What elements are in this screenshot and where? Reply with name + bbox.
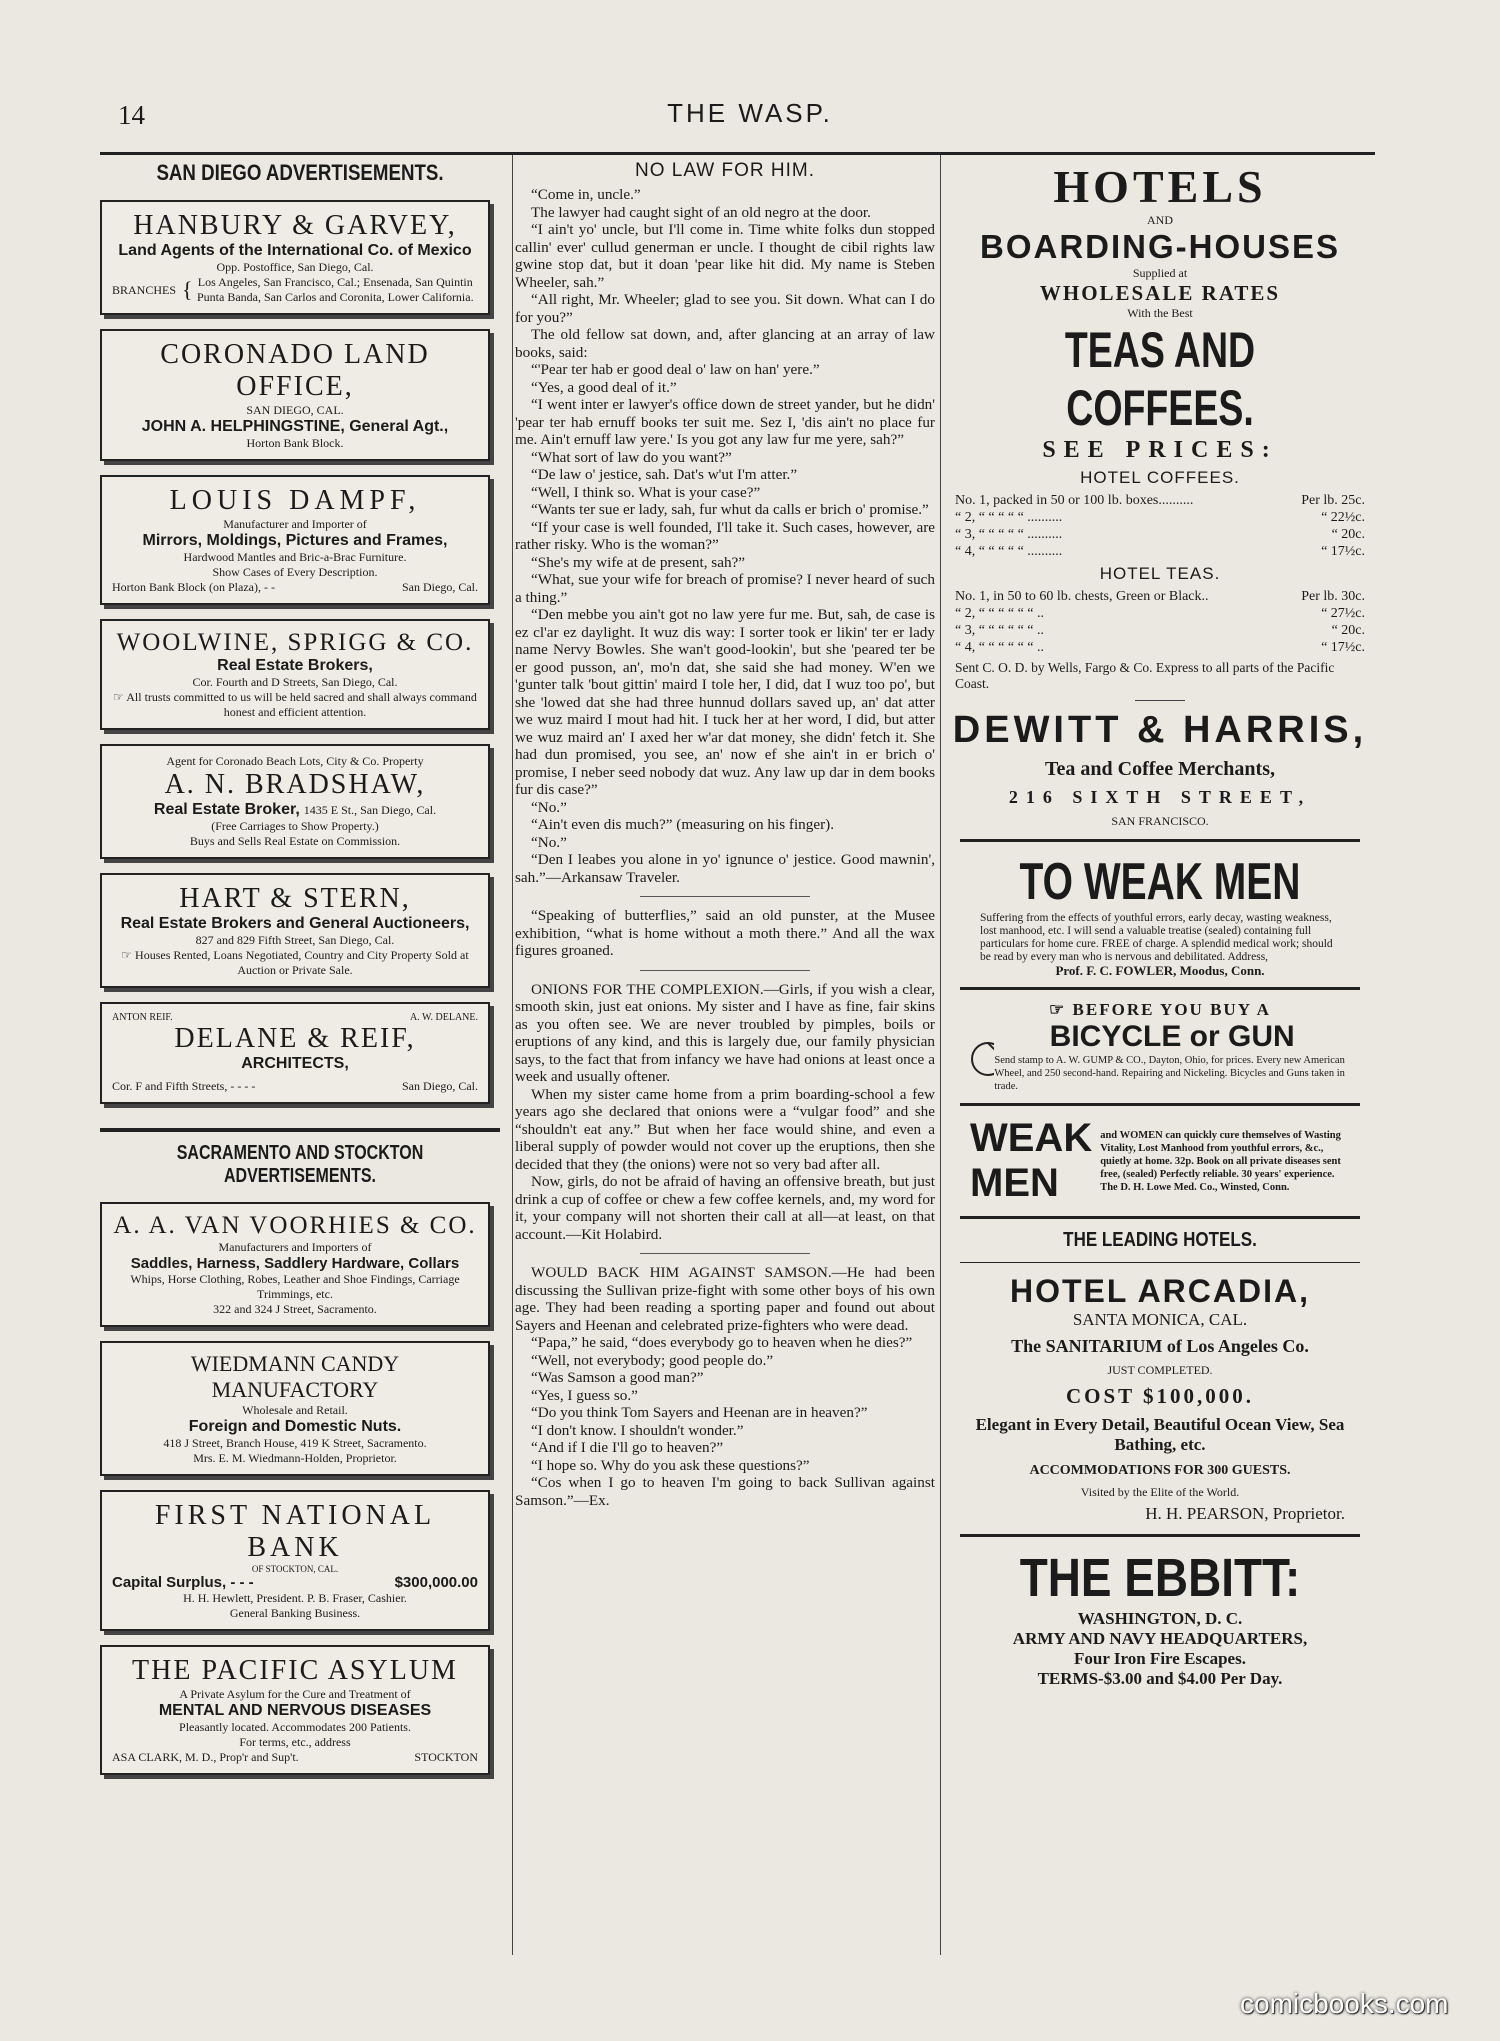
column-hotels: HOTELS AND BOARDING-HOUSES Supplied at WHOLESALE RATES With the Best TEAS AND COFFEES. SEE PRICES: HOTEL COFFEES. No. 1, packed in 50 or 100 lb. boxes.......... Per lb. 25c. “ 2, “ “ “ “ “ .......... “ 22½c. “ 3, “ “ “ “ “ .......... “ 20c. “ 4, “ “ “ “ “ .......... “ 17½c. HOTEL TEAS. No. 1, in 50 to 60 lb. chests, Green or Black.. Per lb. 30c. “ 2, “ “ “ “ “ “ .. “ 27½c. “ 3, “ “ “ “ “ “ .. “ 20c. “ 4, “ “ “ “ “ “ .. “ 17½c. Sent C. O. D. by Wells, Fargo & Co. Express to all parts of the Pacific Coast. DEWITT & HARRIS, Tea and Coffee Merchants, 216 SIXTH STREET, SAN FRANCISCO. TO WEAK MEN Suffering from the effects of youthful errors, early decay, wasting weakness, lost manhood, etc. I will send a valuable treatise (sealed) containing full particulars for home cure. FREE of charge. A splendid medical work; should be read by every man who is nervous and debilitated. Address, Prof. F. C. FOWLER, Moodus, Conn. ☞ BEFORE YOU BUY A BICYCLE or GUN Send stamp to A. W. GUMP & CO., Dayton, Ohio, for prices. Every new American Wheel, and 250 second-hand. Repairing and Nickeling. Bicycles and Guns taken in trade. WEAK MEN and WOMEN can quickly cure themselves of Wasting Vitality, Lost Manhood from youthful errors, &c., quietly at home. 32p. Book on all private diseases sent free, (sealed) Perfectly reliable. 30 years' experience. The D. H. Lowe Med. Co., Winsted, Conn. THE LEADING HOTELS. HOTEL ARCADIA, SANTA MONICA, CAL. The SANITARIUM of Los Angeles Co. JUST COMPLETED. COST $100,000. Elegant in Every Detail, Beautiful Ocean View, Sea Bathing, etc. ACCOMMODATIONS FOR 300 GUESTS. Visited by the Elite of the World. H. H. PEARSON, Proprietor. THE EBBITT: WASHINGTON, D. C. ARMY AND NAVY HEADQUARTERS, Four Iron Fire Escapes. TERMS-$3.00 and $4.00 Per Day.	[945, 160, 1375, 1689]
hotels-heading: HOTELS	[1053, 161, 1267, 212]
column-divider-1	[512, 155, 513, 1955]
sacramento-heading: SACRAMENTO AND STOCKTON ADVERTISEMENTS.	[176, 1142, 424, 1187]
story-paragraph: “Cos when I go to heaven I'm going to back Sullivan against Samson.”—Ex.	[515, 1474, 935, 1509]
coffee-price-list	[945, 492, 1375, 560]
masthead-title: THE WASP.	[667, 98, 833, 128]
boarding-houses-heading: BOARDING-HOUSES	[979, 228, 1341, 265]
story-paragraph: “Ain't even dis much?” (measuring on his finger).	[531, 816, 835, 833]
story-paragraph: “Come in, uncle.”	[531, 186, 641, 203]
story-samson	[515, 1264, 935, 1509]
story-paragraph: “I hope so. Why do you ask these questions?”	[531, 1456, 810, 1474]
story-paragraph: “If your case is well founded, I'll take it. Such cases, however, are rather risky. Who is the woman?”	[515, 518, 935, 553]
story-paragraph: “What, sue your wife for breach of promise? I never heard of such a thing.”	[515, 571, 935, 606]
dewitt-harris-heading: DEWITT & HARRIS,	[952, 709, 1368, 751]
ad-van-voorhies: A. A. VAN VOORHIES & CO. Manufacturers and Importers of Saddles, Harness, Saddlery Hardware, Collars Whips, Horse Clothing, Robes, Leather and Shoe Findings, Carriage Trimmings, etc. 322 and 324 J Street, Sacramento.	[100, 1202, 490, 1327]
story-paragraph: “Well, not everybody; good people do.”	[531, 1351, 774, 1369]
ad-bradshaw: Agent for Coronado Beach Lots, City & Co. Property A. N. BRADSHAW, Real Estate Broker, 1435 E St., San Diego, Cal. (Free Carriages to Show Property.) Buys and Sells Real Estate on Commission.	[100, 744, 490, 859]
story-paragraph: “Well, I think so. What is your case?”	[531, 483, 761, 501]
story-title: NO LAW FOR HIM.	[634, 160, 816, 181]
story-paragraph: “De law o' jestice, sah. Dat's w'ut I'm atter.”	[531, 466, 798, 483]
page-number: 14	[118, 100, 145, 130]
story-paragraph: “Den mebbe you ain't got no law yere fur me. But, sah, de case is ez cl'ar ez daylight. It wuz dis way: I sorter took er likin' ter er lady name Nervy Bowles. She wan't good-lookin', but she 'peared ter be er good pusson, an', mo'n dat, she said she had money. W'en we 'gunter talk 'bout gittin' maird I tole her, I did, dat I wuz too po', but she 'lowed dat she had three hunnud dollars saved up, an' dat atter we wuz maird I mout had hit. I tuck her at her word, I did, but atter we wuz maird an' I axed her w'ar dat money, she didn' fetch it. She had dun promised, you see, an' now ef she ain't in er brich o' promise, I neber seed nobody dat wuz. Any law up dar in dem books fur dis case?”	[515, 606, 935, 798]
story-paragraph: “Den I leabes you alone in yo' ignunce o' jestice. Good mawnin', sah.”—Arkansaw Traveler.	[515, 851, 935, 886]
story-paragraph: “Papa,” he said, “does everybody go to heaven when he dies?”	[531, 1334, 913, 1351]
column-stories	[515, 160, 935, 1509]
ad-hanbury-garvey: HANBURY & GARVEY, Land Agents of the International Co. of Mexico Opp. Postoffice, San Diego, Cal. BRANCHES { Los Angeles, San Francisco, Cal.; Ensenada, San Quintin Punta Banda, San Carlos and Coronita, Lower California.	[100, 200, 490, 315]
hotel-arcadia-heading: HOTEL ARCADIA,	[1010, 1273, 1310, 1309]
story-paragraph: The old fellow sat down, and, after glancing at an array of law books, said:	[515, 326, 935, 361]
story-separator	[640, 970, 810, 971]
story-paragraph: “I ain't yo' uncle, but I'll come in. Time white folks dun stopped callin' ever' cullud generman er uncle. I thought de cibil rights law gwine stop dat, but it doan 'pear like hit did. My name is Steben Wheeler, sah.”	[515, 221, 935, 291]
column-divider-2	[940, 155, 941, 1955]
story-separator	[640, 896, 810, 897]
ad-pacific-asylum: THE PACIFIC ASYLUM A Private Asylum for the Cure and Treatment of MENTAL AND NERVOUS DISEASES Pleasantly located. Accommodates 200 Patients. For terms, etc., address ASA CLARK, M. D., Prop'r and Sup't. STOCKTON	[100, 1645, 490, 1775]
story-paragraph: The lawyer had caught sight of an old negro at the door.	[531, 203, 871, 221]
story-paragraph: “I went inter er lawyer's office down de street yander, but he didn' 'pear ter hab ernuff books ter suit me. Sez I, 'dis ain't no place fur me. Ain't ernuff law yere.' Is you got any law fur me yere, sah?”	[515, 396, 935, 448]
story-paragraph: “'Pear ter hab er good deal o' law on han' yere.”	[531, 361, 820, 378]
price-row: “ 4, “ “ “ “ “ .......... “ 17½c.	[955, 544, 1365, 559]
story-paragraph: WOULD BACK HIM AGAINST SAMSON.—He had been discussing the Sullivan prize-fight with some other boys of his own age. They had been reading a sporting paper and found out about Sayers and Heenan and celebrated prize-fighters who were dead.	[515, 1264, 935, 1334]
ad-wiedmann-candy: WIEDMANN CANDY MANUFACTORY Wholesale and Retail. Foreign and Domestic Nuts. 418 J Street, Branch House, 419 K Street, Sacramento. Mrs. E. M. Wiedmann-Holden, Proprietor.	[100, 1341, 490, 1476]
bicycle-icon	[970, 1037, 994, 1077]
story-paragraph: “All right, Mr. Wheeler; glad to see you. Sit down. What can I do for you?”	[515, 291, 935, 326]
ad-weak-men-women: WEAK MEN and WOMEN can quickly cure themselves of Wasting Vitality, Lost Manhood from youthful errors, &c., quietly at home. 32p. Book on all private diseases sent free, (sealed) Perfectly reliable. 30 years' experience. The D. H. Lowe Med. Co., Winsted, Conn.	[970, 1116, 1341, 1205]
price-row: No. 1, packed in 50 or 100 lb. boxes.......... Per lb. 25c.	[955, 493, 1365, 508]
ad-woolwine-sprigg: WOOLWINE, SPRIGG & CO. Real Estate Brokers, Cor. Fourth and D Streets, San Diego, Cal. ☞ All trusts committed to us will be held sacred and shall always command honest and efficient attention.	[100, 619, 490, 730]
story-paragraph: “I don't know. I shouldn't wonder.”	[531, 1421, 744, 1439]
top-rule	[100, 152, 1375, 155]
story-paragraph: “Do you think Tom Sayers and Heenan are in heaven?”	[531, 1404, 868, 1421]
price-row: “ 3, “ “ “ “ “ .......... “ 20c.	[955, 527, 1365, 542]
ad-delane-reif: ANTON REIF. A. W. DELANE. DELANE & REIF, ARCHITECTS, Cor. F and Fifth Streets, - - - - San Diego, Cal.	[100, 1002, 490, 1104]
story-paragraph: Now, girls, do not be afraid of having an offensive breath, but just drink a cup of coffee or chew a few coffee kernels, and, my word for it, your company will not shorten their call at all—at least, on that account.—Kit Holabird.	[515, 1173, 935, 1243]
story-paragraph: “No.”	[531, 798, 567, 816]
price-row: “ 2, “ “ “ “ “ .......... “ 22½c.	[955, 510, 1365, 525]
tea-price-list	[945, 588, 1375, 656]
ad-bicycle-gun: ☞ BEFORE YOU BUY A BICYCLE or GUN Send stamp to A. W. GUMP & CO., Dayton, Ohio, for prices. Every new American Wheel, and 250 second-hand. Repairing and Nickeling. Bicycles and Guns taken in trade.	[945, 1000, 1375, 1093]
ad-coronado-land-office: CORONADO LAND OFFICE, SAN DIEGO, CAL. JOHN A. HELPHINGSTINE, General Agt., Horton Bank Block.	[100, 329, 490, 461]
price-row: “ 3, “ “ “ “ “ “ .. “ 20c.	[955, 623, 1365, 638]
story-paragraph: “And if I die I'll go to heaven?”	[531, 1439, 724, 1456]
price-row: No. 1, in 50 to 60 lb. chests, Green or Black.. Per lb. 30c.	[955, 589, 1365, 604]
teas-coffees-heading: TEAS AND COFFEES.	[1064, 322, 1256, 436]
story-paragraph: “Wants ter sue er lady, sah, fur whut da calls er brich o' promise.”	[531, 501, 929, 518]
ad-first-national-bank: FIRST NATIONAL BANK OF STOCKTON, CAL. Capital Surplus, - - - $300,000.00 H. H. Hewlett, President. P. B. Fraser, Cashier. General Banking Business.	[100, 1490, 490, 1631]
column-advertisements	[100, 160, 500, 1775]
story-paragraph: “Yes, a good deal of it.”	[531, 378, 677, 396]
story-paragraph: “Was Samson a good man?”	[531, 1369, 704, 1386]
story-onions	[515, 981, 935, 1244]
story-separator	[640, 1253, 810, 1254]
story-paragraph: “She's my wife at de present, sah?”	[531, 553, 746, 571]
story-paragraph: “No.”	[531, 833, 567, 851]
to-weak-men-heading: TO WEAK MEN	[1019, 853, 1301, 911]
price-row: “ 4, “ “ “ “ “ “ .. “ 17½c.	[955, 640, 1365, 655]
san-diego-heading: SAN DIEGO ADVERTISEMENTS.	[156, 160, 444, 185]
story-paragraph: When my sister came home from a prim boarding-school a few years ago she declared that onions were a “vulgar food” and she “shouldn't eat any.” But when her face would shine, and even a liberal supply of powder would not cover up the eruptions, then she decided that they (the onions) were not so very bad after all.	[515, 1085, 935, 1173]
ad-hart-stern: HART & STERN, Real Estate Brokers and General Auctioneers, 827 and 829 Fifth Street, San Diego, Cal. ☞ Houses Rented, Loans Negotiated, Country and City Property Sold at Auction or Private Sale.	[100, 873, 490, 988]
ad-louis-dampf: LOUIS DAMPF, Manufacturer and Importer of Mirrors, Moldings, Pictures and Frames, Hardwood Mantles and Bric-a-Brac Furniture. Show Cases of Every Description. Horton Bank Block (on Plaza), - - San Diego, Cal.	[100, 475, 490, 605]
price-row: “ 2, “ “ “ “ “ “ .. “ 27½c.	[955, 606, 1365, 621]
section-rule	[100, 1128, 500, 1132]
story-butterflies: “Speaking of butterflies,” said an old punster, at the Musee exhibition, “what is home without a moth there.” And all the wax figures groaned.	[515, 907, 935, 959]
story-paragraph: “Yes, I guess so.”	[531, 1386, 638, 1404]
ebbitt-heading: THE EBBITT:	[1019, 1548, 1301, 1608]
story-paragraph: “What sort of law do you want?”	[531, 448, 732, 466]
story-paragraph: ONIONS FOR THE COMPLEXION.—Girls, if you wish a clear, smooth skin, just eat onions. My sister and I have as fine, fair skins as you often see. We are never troubled by pimples, boils or eruptions of any kind, and this is largely due, our family physician says, to the fact that from infancy we have had onions at least once a week and usually oftener.	[515, 980, 935, 1085]
story-no-law-for-him	[515, 186, 935, 886]
watermark: comicbooks.com	[1240, 1988, 1449, 2019]
